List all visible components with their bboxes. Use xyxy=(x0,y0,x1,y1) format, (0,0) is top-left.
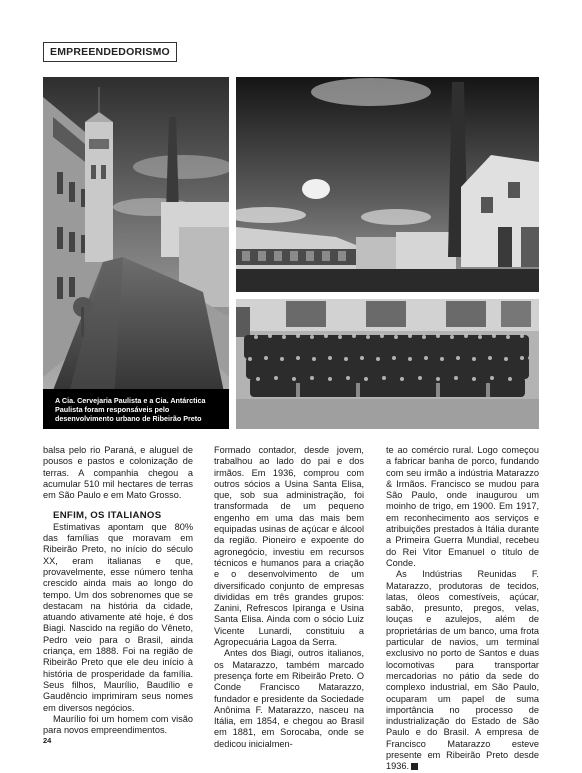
paragraph: Antes dos Biagi, outros italianos, os Matarazzo, também marcado presença forte em Ribeirão Preto. O Conde Francisco Matarazzo, fundador e presidente da Sociedade Anônima F. Matarazzo, nasceu na Itália, em 1854, e chegou ao Brasil em 1881, em Sorocaba, onde se dedicou inicialmen- xyxy=(214,648,364,749)
factory-photo xyxy=(236,77,539,292)
street-photo xyxy=(43,77,229,416)
paragraph: te ao comércio rural. Logo começou a fabricar banha de porco, fundando com seu irmão a indústria Matarazzo & Irmãos. Francisco se mudou para São Paulo, onde inaugurou um moinho de trigo, em 1900. Em 1917, em reconhecimento aos serviços e atribuições prestados à Itália durante a Primeira Guerra Mundial, recebeu do Rei Vitor Emanuel o título de Conde. xyxy=(386,445,539,568)
group-photo xyxy=(236,299,539,429)
page-number: 24 xyxy=(43,736,52,745)
paragraph: Maurílio foi um homem com visão para novos empreendimentos. xyxy=(43,713,193,736)
section-label: EMPREENDEDORISMO xyxy=(43,42,177,62)
photo-caption: A Cia. Cervejaria Paulista e a Cia. Antárctica Paulista foram responsáveis pelo desenvolvimento urbano de Ribeirão Preto xyxy=(43,389,229,429)
text-column-3 xyxy=(386,445,539,773)
paragraph: Estimativas apontam que 80% das famílias que moravam em Ribeirão Preto, no início do século XX, eram italianas e que, provavelmente, esse número tenha crescido ainda mais ao longo do tempo. Um dos sobrenomes que se destacam na história da cidade, atuando ativamente até hoje, é dos Biagi. Nascido na região do Vêneto, Pedro veio para o Brasil, ainda criança, em 1888. Foi na região de Ribeirão Preto que ele deu início à história de prosperidade da família. Seus filhos, Maurílio, Baudílio e Gaudêncio imprimiram seus nomes em diversos negócios. xyxy=(43,521,193,713)
text-column-2 xyxy=(214,445,364,750)
paragraph xyxy=(386,569,539,772)
end-mark-icon xyxy=(411,763,418,770)
paragraph: Formado contador, desde jovem, trabalhou ao lado do pai e dos irmãos. Em 1936, comprou com outros sócios a Usina Santa Elisa, que, sob sua administração, foi transformada de um pequeno engenho em uma das mais bem equipadas usinas de açúcar e álcool da região. Pioneiro e expoente do agronegócio, investiu em recursos técnicos e humanos para a criação e o desenvolvimento de um diversificado conjunto de empresas divididas em três grandes grupos: Zanini, Refrescos Ipiranga e Usina Santa Elisa. Ainda com o sócio Luiz Vicente Lunardi, constituiu a Agropecuária Lagoa da Serra. xyxy=(214,445,364,648)
section-heading: ENFIM, OS ITALIANOS xyxy=(53,510,162,522)
text-column-1 xyxy=(43,445,193,736)
paragraph-text: As Indústrias Reunidas F. Matarazzo, produtoras de tecidos, latas, óleos comestíveis, açúcar, sabão, presunto, pregos, velas, louças e azulejos, além de proprietárias de um banco, uma frota particular de navios, um terminal exclusivo no porto de Santos e duas locomotivas para transportar mercadorias no pátio da sede do complexo industrial, em São Paulo, ocuparam um papel de suma importância no processo de industrialização do Estado de São Paulo e do Brasil. A empresa de Francisco Matarazzo esteve presente em Ribeirão Preto desde 1936. xyxy=(386,569,539,772)
paragraph: balsa pelo rio Paraná, e aluguel de pousos e pastos e colonização de terras. A companhia chegou a acumular 510 mil hectares de terras em São Paulo e em Mato Grosso. xyxy=(43,445,193,501)
